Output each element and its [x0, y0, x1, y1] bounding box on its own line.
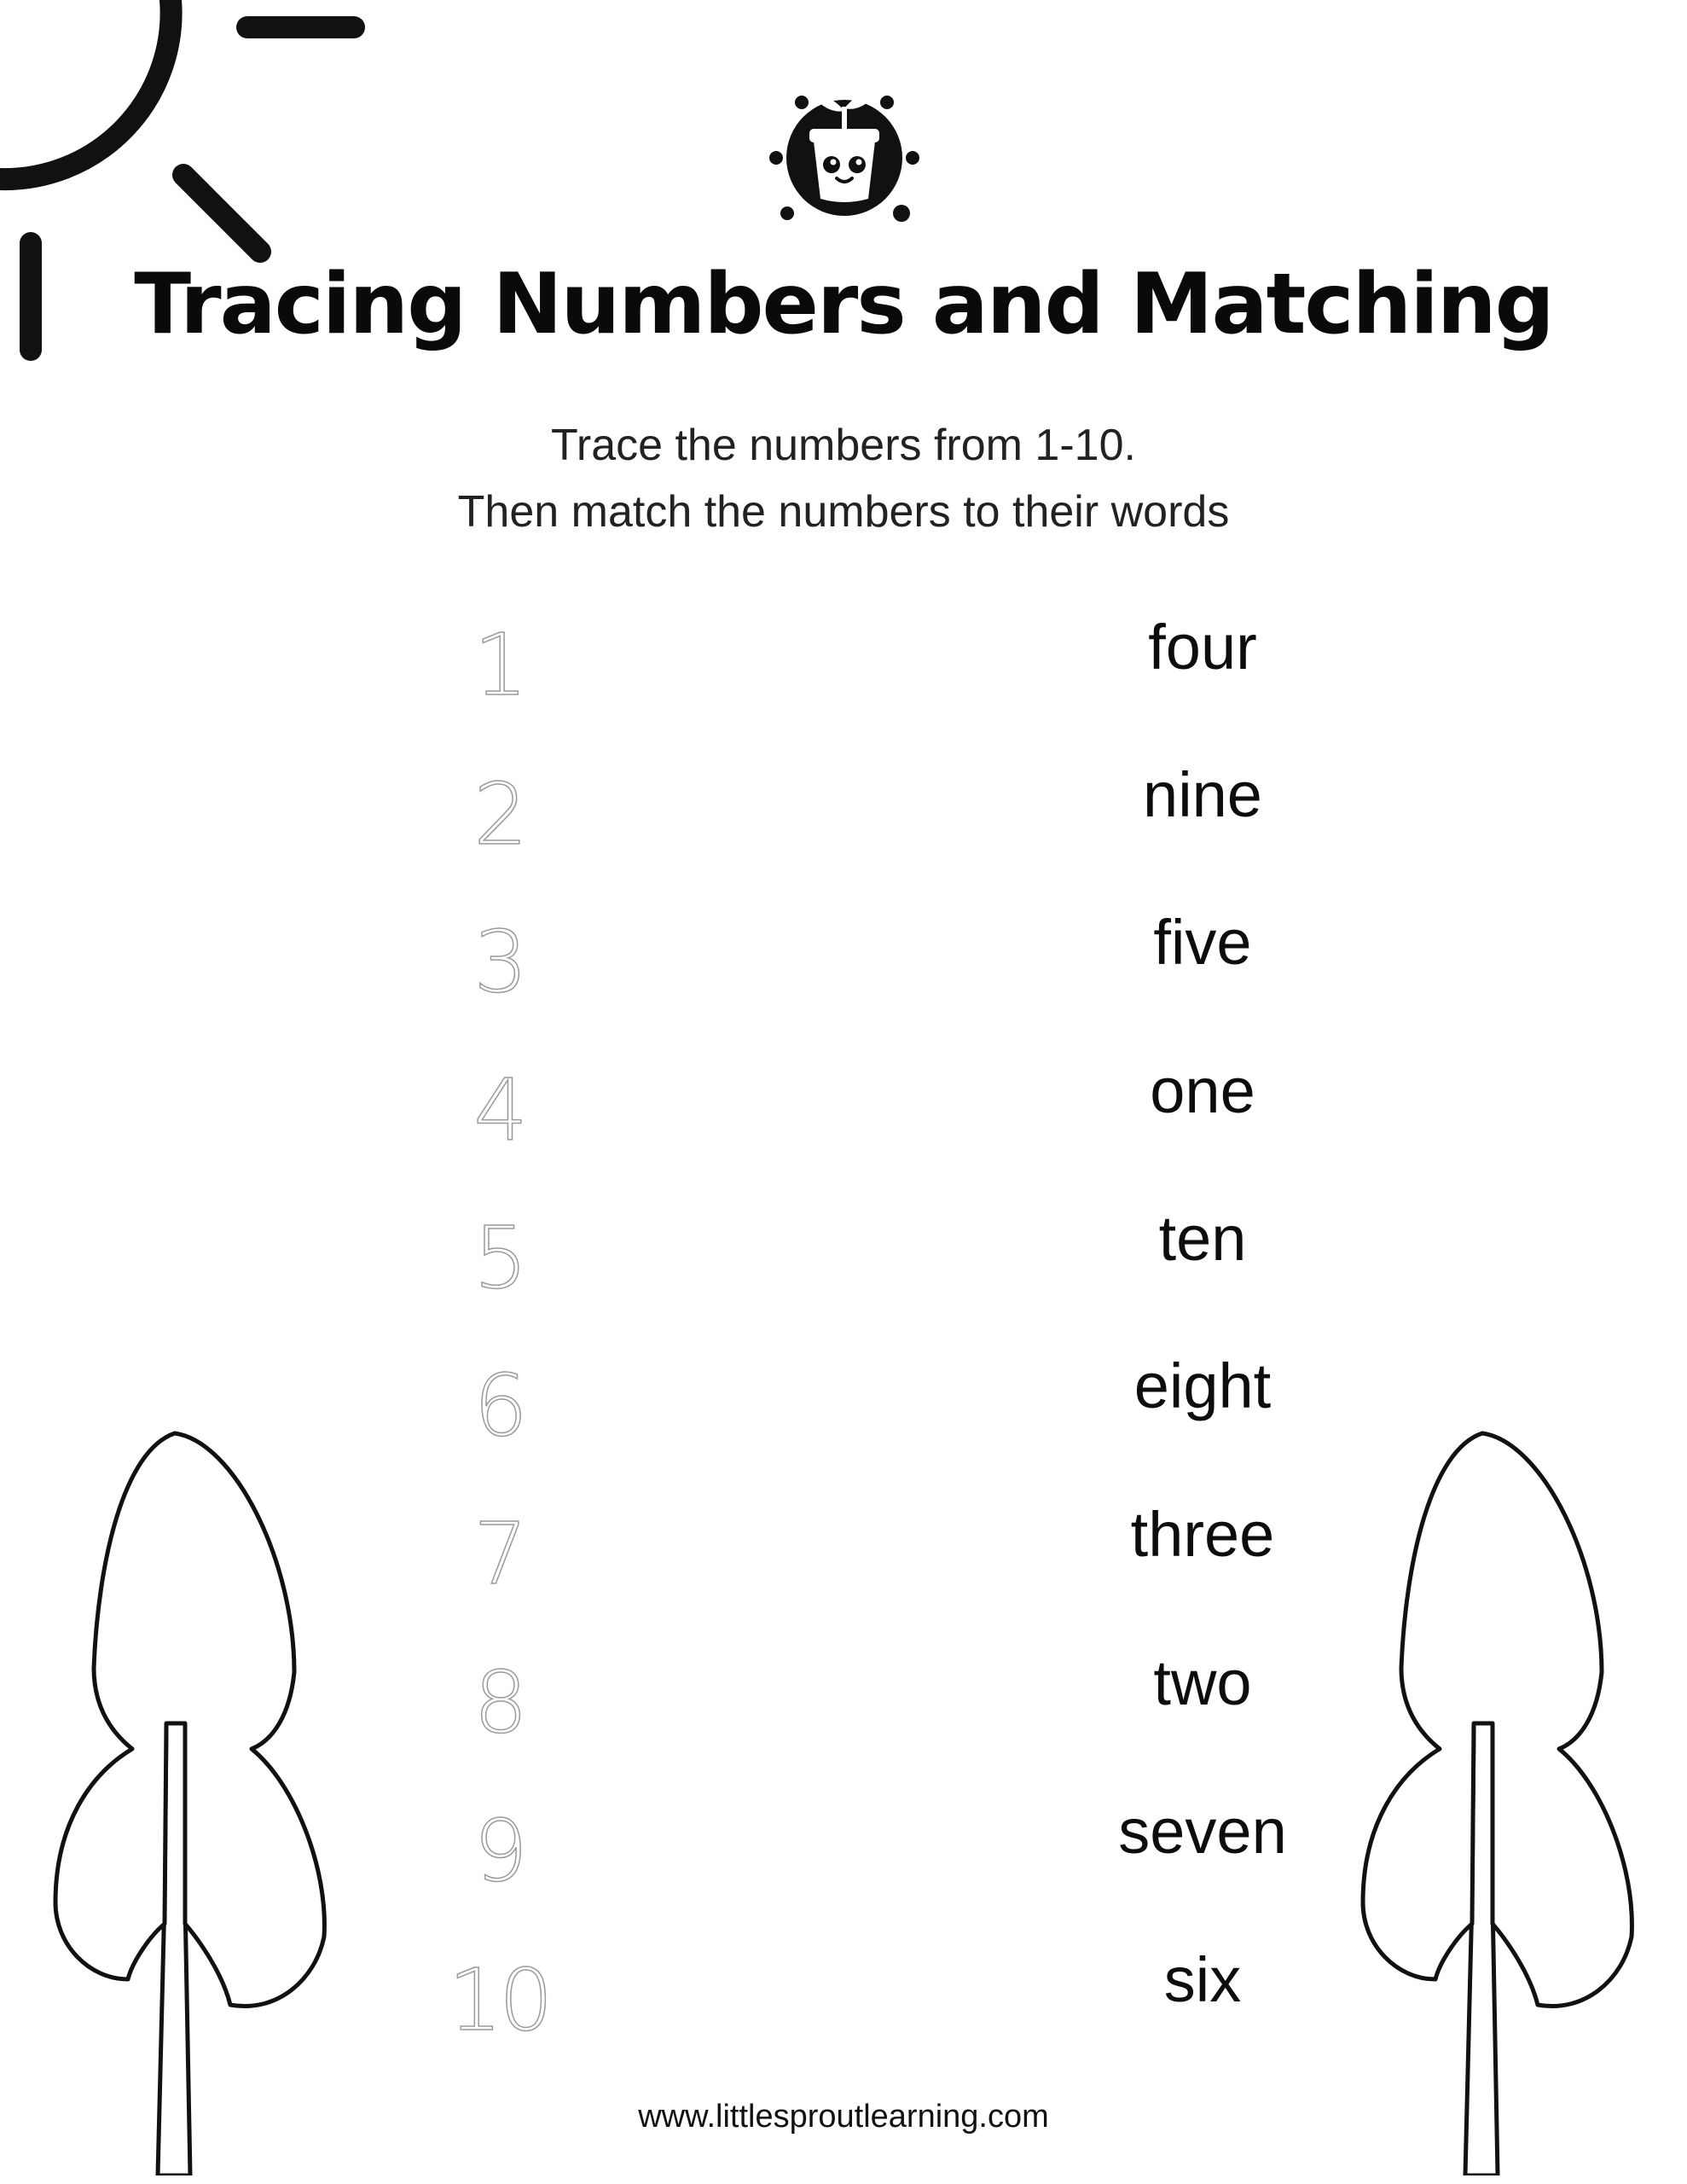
trace-number[interactable]: 8	[473, 1653, 525, 1752]
instruction-line-1: Trace the numbers from 1-10.	[551, 421, 1136, 470]
trace-number[interactable]: 10	[448, 1950, 550, 2050]
trace-number[interactable]: 1	[473, 615, 525, 715]
number-word[interactable]: seven	[1118, 1796, 1287, 1867]
trace-number[interactable]: 7	[473, 1504, 525, 1604]
tree-icon	[38, 1425, 345, 2175]
number-word[interactable]: nine	[1143, 759, 1262, 830]
number-word[interactable]: eight	[1133, 1350, 1272, 1421]
trace-number[interactable]: 4	[473, 1060, 525, 1160]
number-word[interactable]: two	[1153, 1647, 1252, 1718]
number-word[interactable]: six	[1163, 1944, 1242, 2015]
number-word[interactable]: one	[1150, 1055, 1255, 1126]
trace-number[interactable]: 2	[473, 764, 525, 864]
trace-number[interactable]: 5	[473, 1208, 525, 1308]
sprout-pot-logo-icon	[746, 73, 942, 230]
trace-number[interactable]: 9	[473, 1801, 525, 1901]
footer-url: www.littlesproutlearning.com	[638, 2099, 1049, 2135]
tree-icon	[1346, 1425, 1653, 2175]
number-word[interactable]: ten	[1158, 1203, 1247, 1274]
number-word[interactable]: three	[1130, 1499, 1275, 1570]
number-word[interactable]: five	[1153, 907, 1252, 978]
number-word[interactable]: four	[1148, 612, 1257, 682]
trace-number[interactable]: 3	[473, 912, 525, 1012]
trace-number[interactable]: 6	[473, 1356, 525, 1455]
instruction-line-2: Then match the numbers to their words	[457, 487, 1230, 537]
page-title: Tracing Numbers and Matching	[134, 256, 1553, 353]
